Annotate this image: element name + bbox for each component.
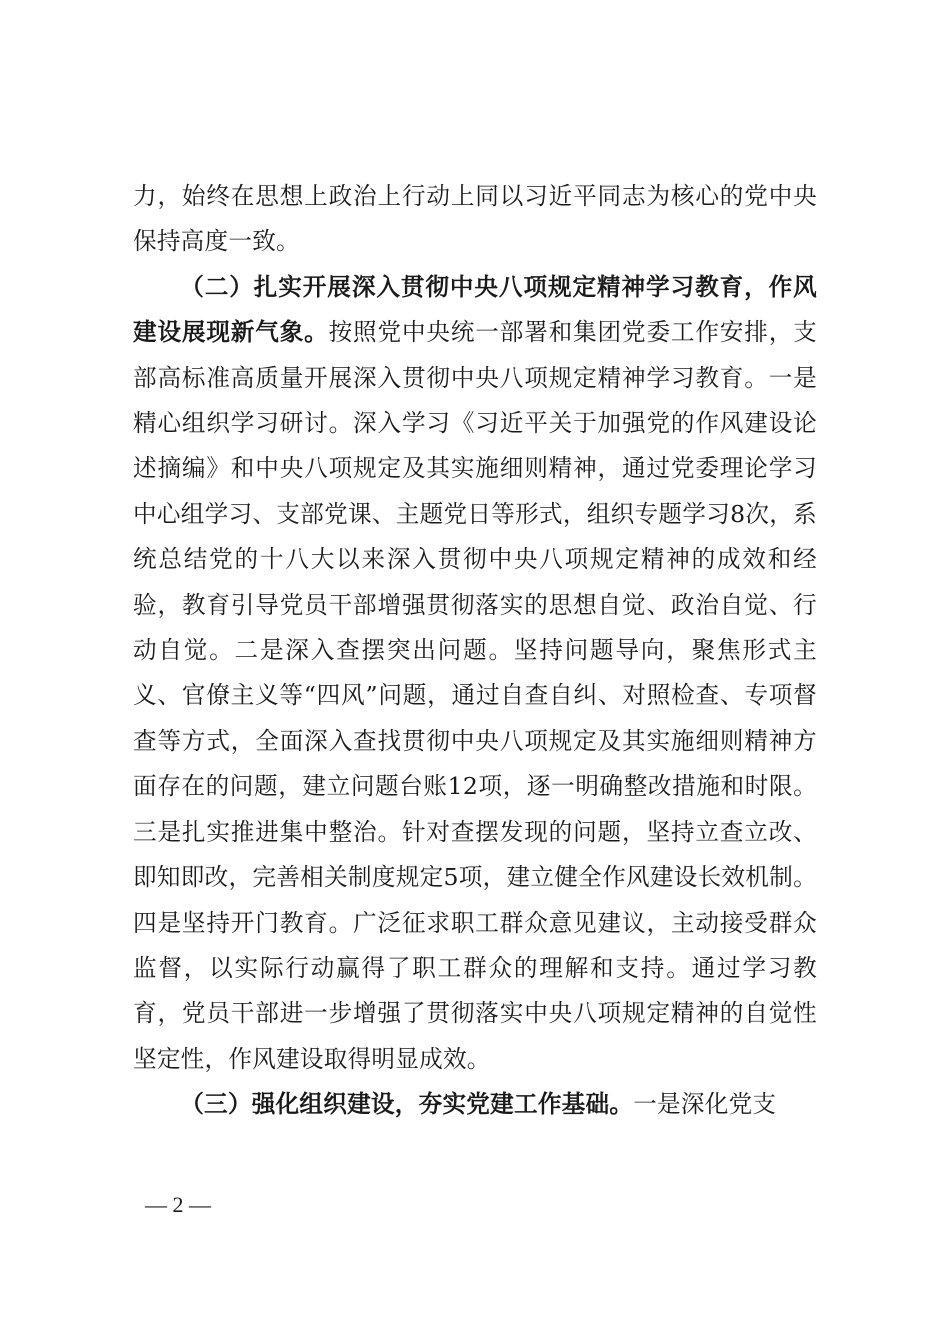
paragraph-section-3: [133, 1082, 817, 1127]
section-2-heading: （二）扎实开展深入贯彻中央八项规定精神学习教育，作风建设展现新气象。: [133, 272, 817, 347]
section-2-body: 按照党中央统一部署和集团党委工作安排，支部高标准高质量开展深入贯彻中央八项规定精神学习教育。一是精心组织学习研讨。深入学习《习近平关于加强党的作风建设论述摘编》和中央八项规定及其实施细则精神，通过党委理论学习中心组学习、支部党课、主题党日等形式，组织专题学习8次，系统总结党的十八大以来深入贯彻中央八项规定精神的成效和经验，教育引导党员干部增强贯彻落实的思想自觉、政治自觉、行动自觉。二是深入查摆突出问题。坚持问题导向，聚焦形式主义、官僚主义等“四风”问题，通过自查自纠、对照检查、专项督查等方式，全面深入查找贯彻中央八项规定及其实施细则精神方面存在的问题，建立问题台账12项，逐一明确整改措施和时限。三是扎实推进集中整治。针对查摆发现的问题，坚持立查立改、即知即改，完善相关制度规定5项，建立健全作风建设长效机制。四是坚持开门教育。广泛征求职工群众意见建议，主动接受群众监督，以实际行动赢得了职工群众的理解和支持。通过学习教育，党员干部进一步增强了贯彻落实中央八项规定精神的自觉性坚定性，作风建设取得明显成效。: [133, 318, 818, 1073]
section-3-body: 一是深化党支: [633, 1090, 777, 1119]
paragraph-section-2: [133, 265, 817, 1082]
paragraph-continuation: 力，始终在思想上政治上行动上同以习近平同志为核心的党中央保持高度一致。: [133, 182, 817, 256]
section-3-heading: （三）强化组织建设，夯实党建工作基础。: [180, 1090, 634, 1119]
page-number: — 2 —: [145, 1192, 211, 1217]
document-body: [133, 174, 817, 1128]
